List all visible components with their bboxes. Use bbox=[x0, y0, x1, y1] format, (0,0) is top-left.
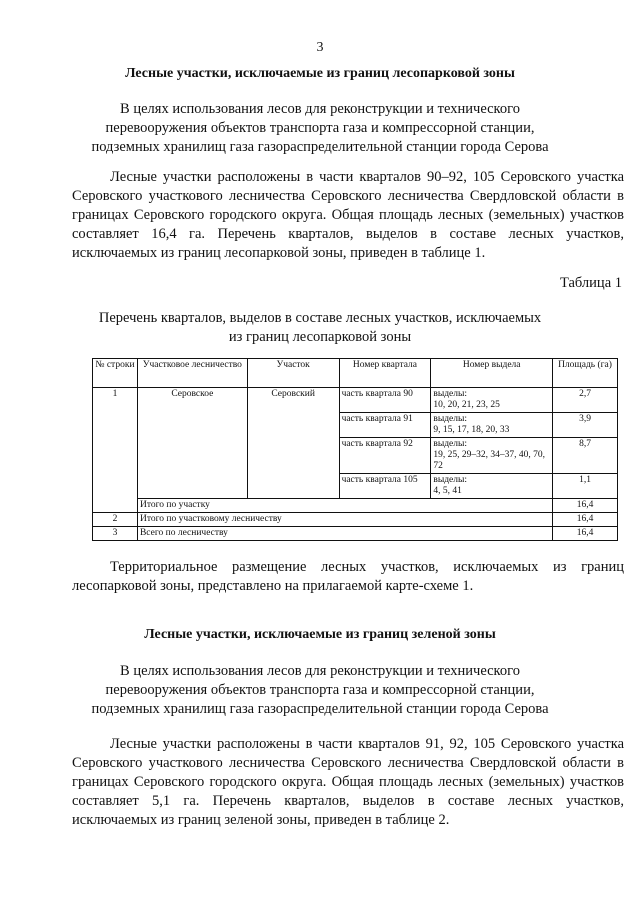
cell-area: 1,1 bbox=[553, 474, 618, 499]
header-quarter: Номер квартала bbox=[339, 359, 431, 388]
purpose-line: В целях использования лесов для реконструкции и технического bbox=[120, 101, 520, 117]
allotment-label: выделы: bbox=[433, 414, 468, 424]
purpose-line: подземных хранилищ газа газораспределительной станции города Серова bbox=[91, 139, 549, 155]
cell-row-no: 1 bbox=[93, 388, 138, 513]
header-district-forestry: Участковое лесничество bbox=[137, 359, 247, 388]
cell-quarter: часть квартала 92 bbox=[339, 438, 431, 474]
cell-total-district-label: Итого по участковому лесничеству bbox=[137, 513, 552, 527]
section1-after-table: Территориальное размещение лесных участков, исключаемых из границ лесопарковой зоны, представлено на прилагаемой карте-схеме 1. bbox=[72, 559, 624, 594]
header-allotment: Номер выдела bbox=[431, 359, 553, 388]
cell-plot: Серовский bbox=[247, 388, 339, 499]
purpose-line: перевооружения объектов транспорта газа и компрессорной станции, bbox=[105, 682, 535, 698]
table-header-row bbox=[93, 359, 618, 388]
section2-paragraph: Лесные участки расположены в части кварталов 91, 92, 105 Серовского участка Серовского участкового лесничества Серовского лесничества Свердловской области в границах Серовского городского округа. Общая площадь лесных (земельных) участков составляет 5,1 га. Перечень кварталов, выделов в составе лесных участков, исключаемых из границ зеленой зоны, приведен в таблице 2. bbox=[72, 736, 624, 828]
allotment-list: 4, 5, 41 bbox=[433, 486, 462, 496]
cell-allotment bbox=[431, 438, 553, 474]
purpose-line: перевооружения объектов транспорта газа и компрессорной станции, bbox=[105, 120, 535, 136]
cell-total-plot-label: Итого по участку bbox=[137, 499, 552, 513]
cell-allotment bbox=[431, 474, 553, 499]
table-total-row bbox=[93, 513, 618, 527]
header-row-no: № строки bbox=[93, 359, 138, 388]
allotment-list: 9, 15, 17, 18, 20, 33 bbox=[433, 425, 510, 435]
section1-purpose bbox=[60, 100, 580, 157]
page-number: 3 bbox=[316, 40, 324, 55]
cell-quarter: часть квартала 90 bbox=[339, 388, 431, 413]
cell-allotment bbox=[431, 413, 553, 438]
cell-total-forestry-label: Всего по лесничеству bbox=[137, 527, 552, 541]
table-total-row bbox=[93, 527, 618, 541]
section1-paragraph: Лесные участки расположены в части кварталов 90–92, 105 Серовского участка Серовского участкового лесничества Серовского лесничества Свердловской области в границах Серовского городского округа. Общая площадь лесных (земельных) участков составляет 16,4 га. Перечень кварталов, выделов в составе лесных участков, исключаемых из границ лесопарковой зоны, приведен в таблице 1. bbox=[72, 169, 624, 261]
caption-line: Перечень кварталов, выделов в составе лесных участков, исключаемых bbox=[98, 310, 542, 326]
section2-title: Лесные участки, исключаемые из границ зеленой зоны bbox=[144, 627, 496, 642]
cell-quarter: часть квартала 105 bbox=[339, 474, 431, 499]
allotment-label: выделы: bbox=[433, 439, 468, 449]
table-row bbox=[93, 388, 618, 413]
cell-row-no: 2 bbox=[93, 513, 138, 527]
cell-area: 8,7 bbox=[553, 438, 618, 474]
purpose-line: подземных хранилищ газа газораспределительной станции города Серова bbox=[91, 701, 549, 717]
allotment-list: 19, 25, 29–32, 34–37, 40, 70, 72 bbox=[433, 450, 545, 471]
section2-purpose bbox=[60, 662, 580, 719]
cell-row-no: 3 bbox=[93, 527, 138, 541]
header-area: Площадь (га) bbox=[553, 359, 618, 388]
table1-reference: Таблица 1 bbox=[559, 275, 622, 291]
cell-allotment bbox=[431, 388, 553, 413]
caption-line: из границ лесопарковой зоны bbox=[228, 329, 412, 345]
cell-quarter: часть квартала 91 bbox=[339, 413, 431, 438]
table1-caption bbox=[60, 309, 580, 347]
section1-title: Лесные участки, исключаемые из границ лесопарковой зоны bbox=[125, 66, 515, 81]
allotment-label: выделы: bbox=[433, 475, 468, 485]
cell-total-plot-area: 16,4 bbox=[553, 499, 618, 513]
cell-district: Серовское bbox=[137, 388, 247, 499]
header-plot: Участок bbox=[247, 359, 339, 388]
purpose-line: В целях использования лесов для реконструкции и технического bbox=[120, 663, 520, 679]
allotment-list: 10, 20, 21, 23, 25 bbox=[433, 400, 500, 410]
allotment-label: выделы: bbox=[433, 389, 468, 399]
cell-area: 2,7 bbox=[553, 388, 618, 413]
cell-total-forestry-area: 16,4 bbox=[553, 527, 618, 541]
cell-area: 3,9 bbox=[553, 413, 618, 438]
allotments-table bbox=[92, 358, 618, 541]
table-total-row bbox=[93, 499, 618, 513]
cell-total-district-area: 16,4 bbox=[553, 513, 618, 527]
